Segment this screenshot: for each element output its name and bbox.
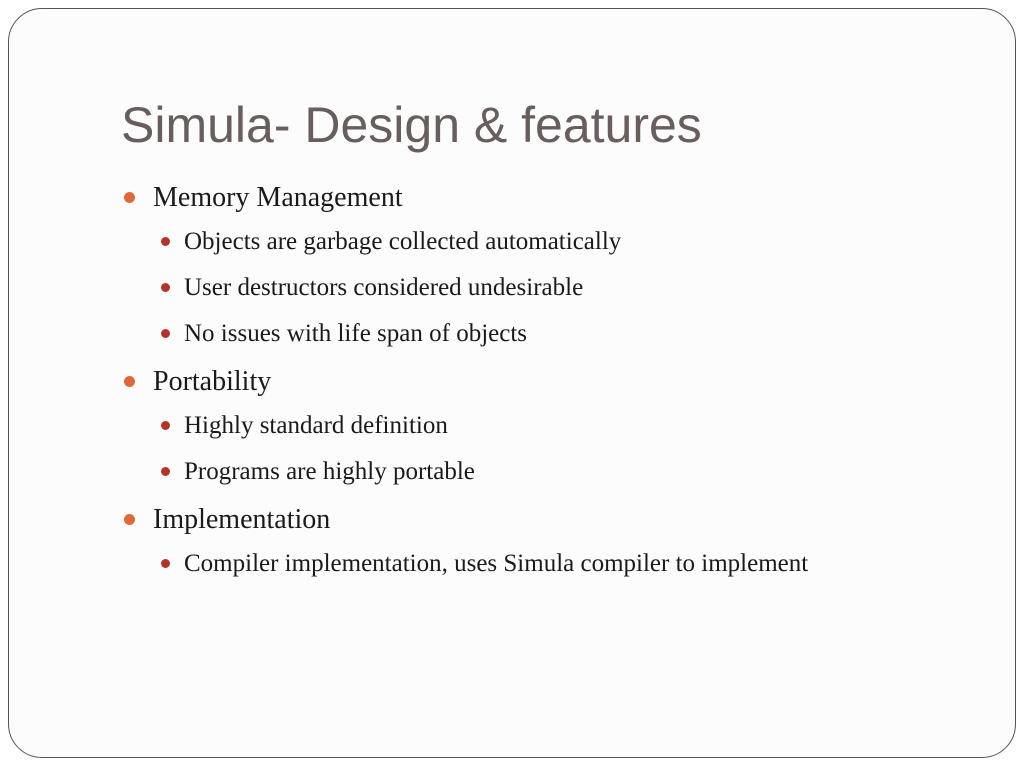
section-implementation — [121, 501, 1001, 581]
bullet-text: Objects are garbage collected automatically — [184, 228, 622, 255]
bullet-list — [121, 179, 1001, 593]
bullet-level2 — [121, 455, 1001, 489]
bullet-level2 — [121, 225, 1001, 259]
bullet-dot-icon — [161, 559, 170, 568]
section-heading: Portability — [153, 366, 272, 397]
bullet-level2 — [121, 547, 1001, 581]
bullet-level2 — [121, 409, 1001, 443]
bullet-level1 — [121, 501, 1001, 539]
bullet-dot-icon — [161, 421, 170, 430]
bullet-text: No issues with life span of objects — [184, 320, 528, 347]
bullet-level2 — [121, 271, 1001, 305]
section-portability — [121, 363, 1001, 489]
bullet-dot-icon — [161, 283, 170, 292]
bullet-dot-icon — [161, 467, 170, 476]
slide-frame — [8, 8, 1016, 758]
section-heading: Implementation — [153, 504, 331, 535]
bullet-text: Highly standard definition — [184, 412, 448, 439]
bullet-dot-icon — [161, 237, 170, 246]
slide-title: Simula- Design & features — [121, 97, 702, 153]
bullet-text: Compiler implementation, uses Simula compiler to implement — [184, 550, 809, 577]
section-memory-management — [121, 179, 1001, 351]
bullet-level1 — [121, 363, 1001, 401]
bullet-text: Programs are highly portable — [184, 458, 475, 485]
bullet-dot-icon — [124, 192, 135, 203]
bullet-level2 — [121, 317, 1001, 351]
section-heading: Memory Management — [153, 182, 403, 213]
bullet-text: User destructors considered undesirable — [184, 274, 584, 301]
bullet-dot-icon — [124, 514, 135, 525]
bullet-dot-icon — [124, 376, 135, 387]
bullet-level1 — [121, 179, 1001, 217]
bullet-dot-icon — [161, 329, 170, 338]
